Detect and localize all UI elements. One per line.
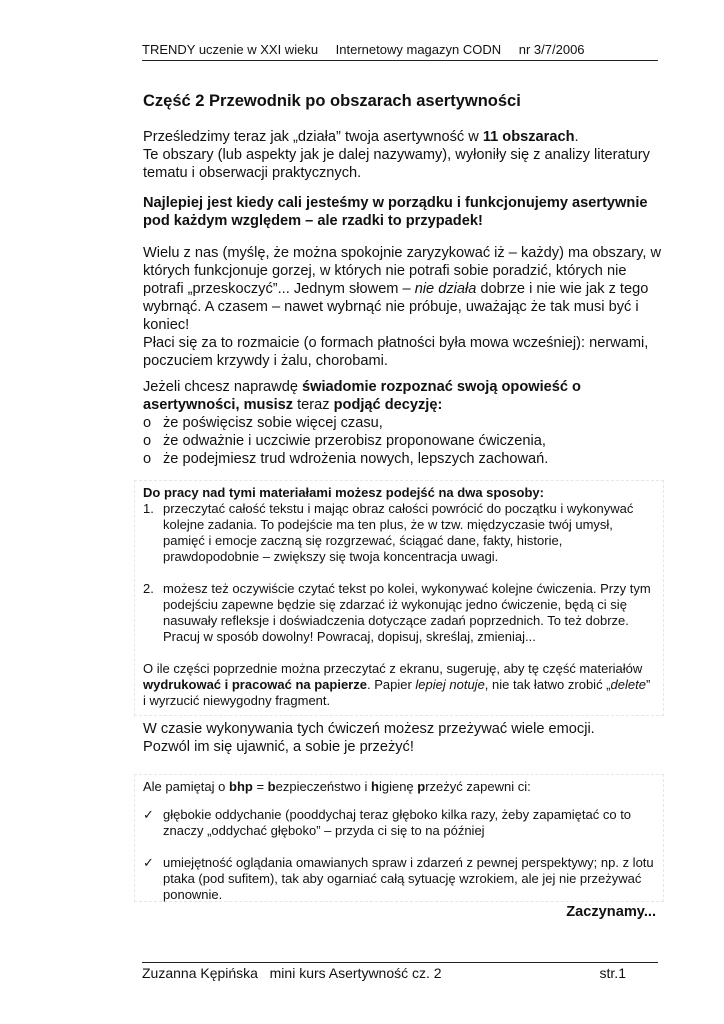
intro-dot: .	[574, 129, 579, 145]
note-text: , nie tak łatwo zrobić „	[484, 677, 611, 692]
decision-list	[143, 414, 663, 468]
list-item: o że odważnie i uczciwie przerobisz proponowane ćwiczenia,	[143, 432, 663, 450]
bhp-bold: b	[267, 779, 276, 794]
print-note	[143, 661, 655, 709]
footer-course: mini kurs Asertywność cz. 2	[269, 965, 442, 981]
item-text: możesz też oczywiście czytać tekst po kolei, wykonywać kolejne ćwiczenia. Przy tym podejściu zapewne będzie się zdarzać iż wykonując jedno ćwiczenie, będą ci się nasuwały refleksje i doświadczenia dotyczące zadań poprzednich. To też dobrze. Pracuj w sposób dowolny! Powracaj, dopisuj, skreślaj, zmieniaj...	[163, 581, 651, 644]
bhp-text: =	[252, 779, 268, 794]
page-footer	[142, 962, 658, 981]
item-text: przeczytać całość tekstu i mając obraz całości powrócić do początku i wykonywać kolejne zadania. To podejście ma ten plus, że w tzw. międzyczasie twój umysł, pamięć i emocje zaczną się rozgrzewać, ściągać dane, fakty, historie, prawdopodobnie – zwiększy się twoja koncentracja uwagi.	[163, 501, 634, 564]
bhp-text: igienę	[378, 779, 418, 794]
footer-author: Zuzanna Kępińska	[142, 965, 258, 981]
bold-paragraph: Najlepiej jest kiedy cali jesteśmy w porządku i funkcjonujemy asertywnie pod każdym względem – ale rzadki to przypadek!	[143, 195, 648, 229]
approach-list	[143, 501, 655, 645]
bhp-list	[143, 807, 655, 903]
list-item	[143, 581, 655, 645]
para3-text-2: dobrze i nie wie jak z tego wybrnąć. A czasem – nawet wybrnąć nie próbuje, uważając że tak musi być i koniec!	[143, 281, 649, 333]
note-italic: lepiej notuje	[415, 677, 485, 692]
para3-text-3: Płaci się za to rozmaicie (o formach płatności była mowa wcześniej): nerwami, poczuciem krzywdy i żalu, chorobami.	[143, 335, 649, 369]
emotions-line: W czasie wykonywania tych ćwiczeń możesz przeżywać wiele emocji.	[143, 721, 595, 737]
header-title: TRENDY uczenie w XXI wieku	[142, 42, 319, 57]
header-issue: nr 3/7/2006	[518, 42, 585, 57]
para4-bold: świadomie rozpoznać swoją opowieść o asertywności, musisz	[143, 379, 581, 413]
para4-bold-2: podjąć decyzję:	[333, 397, 443, 413]
intro-paragraph	[143, 128, 663, 182]
emotions-paragraph	[143, 720, 663, 756]
note-bold: wydrukować i pracować na papierze	[143, 677, 367, 692]
page-header	[142, 42, 658, 61]
intro-text-2: Te obszary (lub aspekty jak je dalej nazywamy), wyłoniły się z analizy literatury tematu i obserwacji praktycznych.	[143, 147, 650, 181]
list-item: o że poświęcisz sobie więcej czasu,	[143, 414, 663, 432]
bhp-bold: h	[371, 779, 379, 794]
bhp-box	[134, 774, 664, 902]
page-title: Część 2 Przewodnik po obszarach asertywności	[143, 92, 521, 110]
list-item	[143, 501, 655, 565]
note-text: . Papier	[366, 677, 416, 692]
paragraph-areas	[143, 244, 663, 370]
closing-text: Zaczynamy...	[566, 904, 656, 920]
note-italic: delete	[610, 677, 646, 692]
para4-text-2: teraz	[293, 397, 334, 413]
note-text: O ile części poprzednie można przeczytać z ekranu, sugeruję, aby tę część materiałów	[143, 661, 643, 676]
item-number: 2.	[143, 581, 154, 596]
bhp-text: rzeżyć zapewni ci:	[425, 779, 531, 794]
bhp-text: Ale pamiętaj o	[143, 779, 229, 794]
note-text: ” i wyrzucić niewygodny fragment.	[143, 677, 651, 708]
bhp-text: ezpieczeństwo i	[275, 779, 371, 794]
para3-italic: nie działa	[414, 281, 477, 297]
list-item: o że podejmiesz trud wdrożenia nowych, lepszych zachowań.	[143, 450, 663, 468]
box-heading: Do pracy nad tymi materiałami możesz podejść na dwa sposoby:	[143, 485, 544, 500]
intro-bold: 11 obszarach	[482, 129, 575, 145]
header-magazine: Internetowy magazyn CODN	[335, 42, 502, 57]
paragraph-decision	[143, 378, 663, 468]
bhp-bold: p	[417, 779, 426, 794]
para4-text: Jeżeli chcesz naprawdę	[143, 379, 302, 395]
bhp-bold: bhp	[229, 779, 253, 794]
work-approach-box	[134, 480, 664, 716]
list-item: ✓ głębokie oddychanie (pooddychaj teraz głęboko kilka razy, żeby zapamiętać co to znaczy „oddychać głęboko” – przyda ci się to na później	[143, 807, 655, 839]
para3-text: Wielu z nas (myślę, że można spokojnie zaryzykować iż – każdy) ma obszary, w których funkcjonuje gorzej, w których nie potrafi sobie poradzić, których nie potrafi „przeskoczyć”... Jednym słowem –	[143, 245, 661, 297]
list-item: ✓ umiejętność oglądania omawianych spraw i zdarzeń z pewnej perspektywy; np. z lotu ptaka (pod sufitem), tak aby ogarniać całą sytuację wzrokiem, ale jej nie przeżywać ponownie.	[143, 855, 655, 903]
footer-page: str.1	[599, 965, 626, 981]
intro-text: Prześledzimy teraz jak „działa” twoja asertywność w	[143, 129, 483, 145]
item-number: 1.	[143, 501, 154, 516]
bhp-intro	[143, 779, 655, 795]
emotions-line: Pozwól im się ujawnić, a sobie je przeżyć!	[143, 739, 414, 755]
